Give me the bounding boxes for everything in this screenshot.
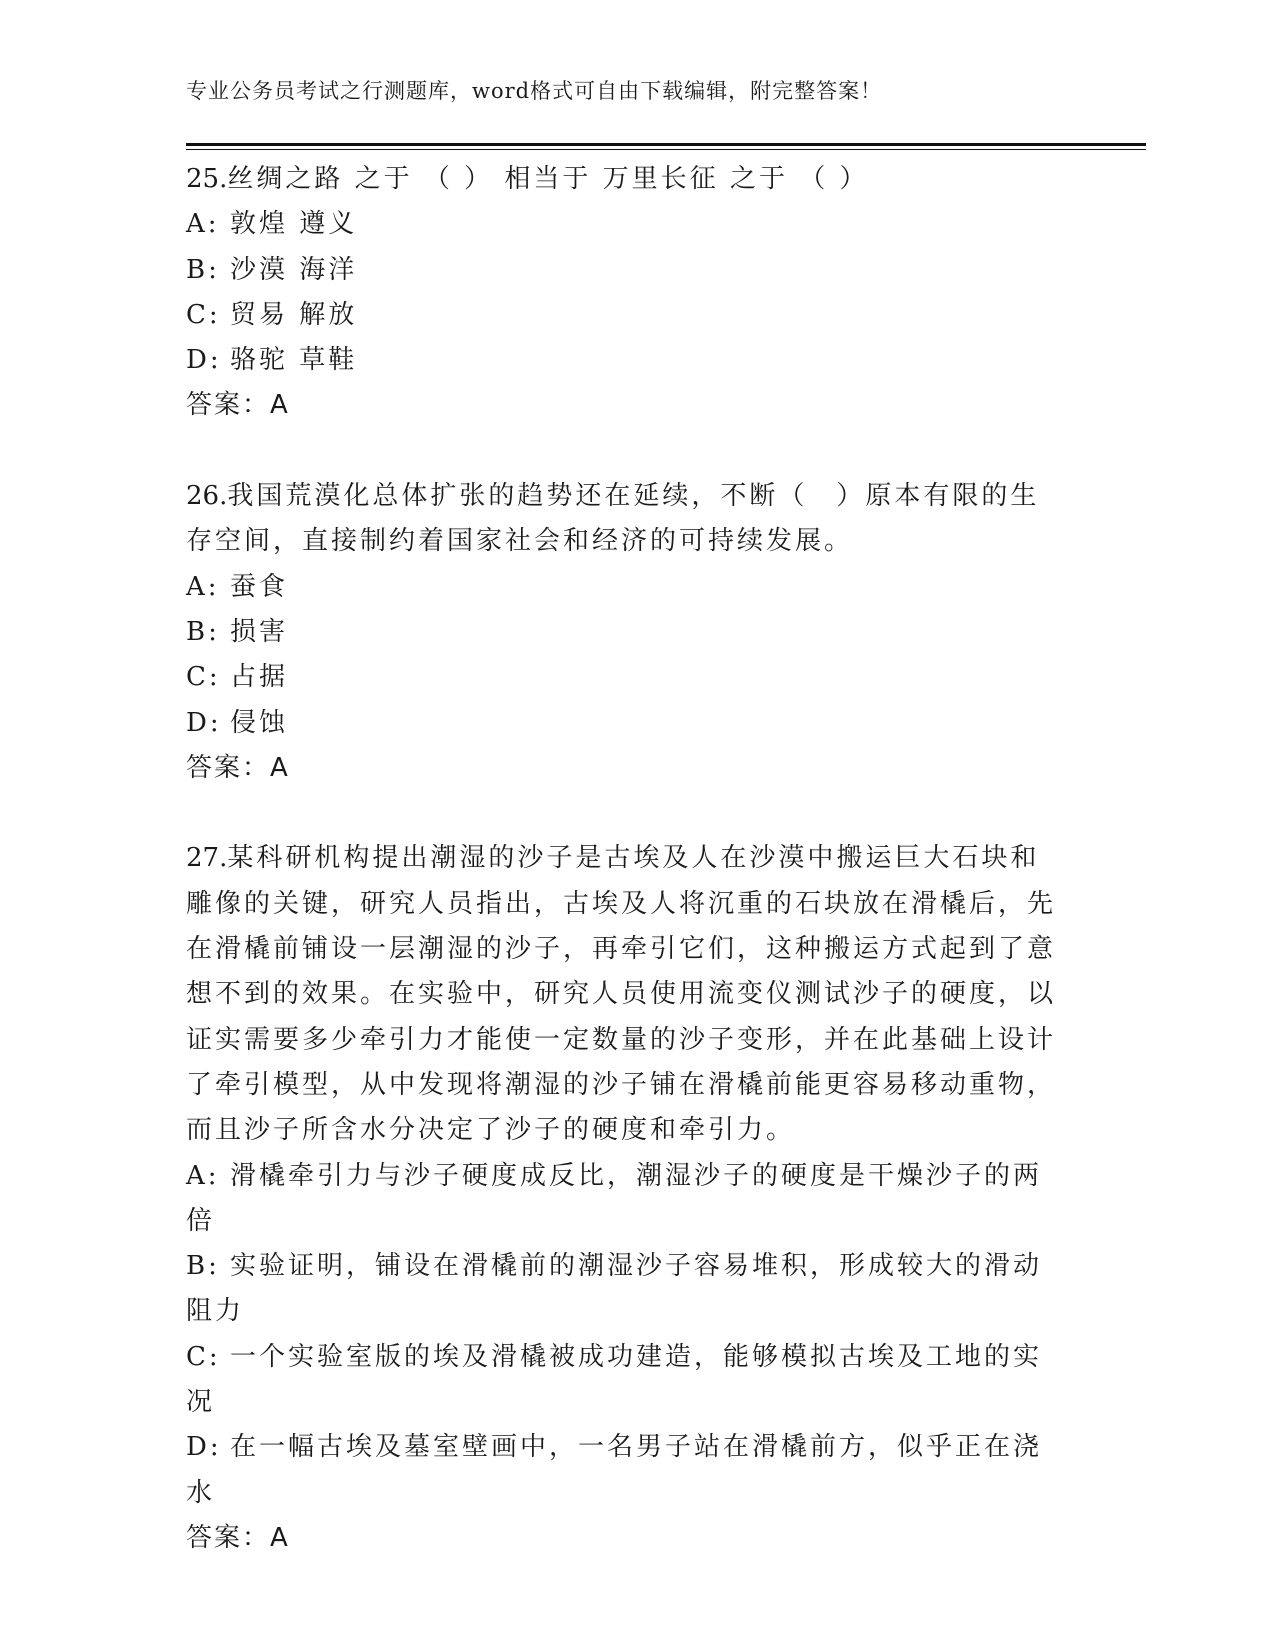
header-rule-thin — [186, 149, 1146, 150]
header-rule-thick — [186, 143, 1146, 146]
option-label: D: — [186, 707, 222, 738]
option-text: 骆驼 草鞋 — [230, 345, 358, 376]
option-label: A: — [186, 209, 220, 240]
spacer — [186, 791, 1066, 836]
option-a — [186, 202, 1066, 247]
option-b — [186, 1244, 1066, 1335]
option-d — [186, 701, 1066, 746]
option-label: B: — [186, 1251, 220, 1282]
option-label: C: — [186, 299, 221, 330]
option-c — [186, 655, 1066, 700]
option-label: D: — [186, 1432, 222, 1463]
answer: 答案：A — [186, 752, 290, 783]
question-list — [186, 157, 1066, 1561]
option-text: 损害 — [230, 616, 289, 647]
option-label: C: — [186, 662, 221, 693]
answer: 答案：A — [186, 1522, 290, 1553]
question-number: 25. — [186, 164, 228, 194]
question-25 — [186, 157, 1066, 429]
option-text: 滑橇牵引力与沙子硬度成反比，潮湿沙子的硬度是干燥沙子的两倍 — [186, 1160, 1043, 1236]
option-text: 沙漠 海洋 — [230, 254, 358, 285]
option-label: B: — [186, 616, 220, 647]
option-text: 实验证明，铺设在滑橇前的潮湿沙子容易堆积，形成较大的滑动阻力 — [186, 1251, 1043, 1327]
option-label: B: — [186, 254, 220, 285]
question-text: 我国荒漠化总体扩张的趋势还在延续，不断（ ）原本有限的生存空间，直接制约着国家社会和经济的可持续发展。 — [186, 481, 1040, 557]
option-text: 贸易 解放 — [230, 299, 358, 330]
option-b — [186, 248, 1066, 293]
option-text: 侵蚀 — [230, 707, 289, 738]
option-c — [186, 293, 1066, 338]
question-stem — [186, 157, 1066, 202]
spacer — [186, 429, 1066, 474]
option-c — [186, 1335, 1066, 1426]
option-label: D: — [186, 345, 222, 376]
option-text: 敦煌 遵义 — [230, 209, 358, 240]
question-number: 26. — [186, 481, 228, 512]
option-a — [186, 1154, 1066, 1245]
question-stem — [186, 836, 1066, 1153]
question-stem — [186, 474, 1066, 565]
option-text: 在一幅古埃及墓室壁画中，一名男子站在滑橇前方，似乎正在浇水 — [186, 1432, 1043, 1508]
option-label: C: — [186, 1341, 221, 1372]
question-text: 某科研机构提出潮湿的沙子是古埃及人在沙漠中搬运巨大石块和雕像的关键，研究人员指出，古埃及人将沉重的石块放在滑橇后，先在滑橇前铺设一层潮湿的沙子，再牵引它们，这种搬运方式起到了意想不到的效果。在实验中，研究人员使用流变仪测试沙子的硬度，以证实需要多少牵引力才能使一定数量的沙子变形，并在此基础上设计了牵引模型，从中发现将潮湿的沙子铺在滑橇前能更容易移动重物，而且沙子所含水分决定了沙子的硬度和牵引力。 — [186, 843, 1057, 1146]
page-header: 专业公务员考试之行测题库，word格式可自由下载编辑，附完整答案！ — [186, 79, 883, 103]
option-d — [186, 338, 1066, 383]
question-26 — [186, 474, 1066, 791]
question-text: 丝绸之路 之于 （ ） 相当于 万里长征 之于 （ ） — [227, 164, 869, 194]
option-b — [186, 610, 1066, 655]
option-label: A: — [186, 571, 220, 602]
option-text: 一个实验室版的埃及滑橇被成功建造，能够模拟古埃及工地的实况 — [186, 1341, 1043, 1418]
option-label: A: — [186, 1160, 220, 1191]
option-text: 占据 — [230, 662, 289, 693]
answer: 答案：A — [186, 390, 290, 421]
question-number: 27. — [186, 843, 228, 874]
option-text: 蚕食 — [230, 571, 289, 602]
question-27 — [186, 836, 1066, 1561]
option-a — [186, 565, 1066, 610]
option-d — [186, 1425, 1066, 1516]
